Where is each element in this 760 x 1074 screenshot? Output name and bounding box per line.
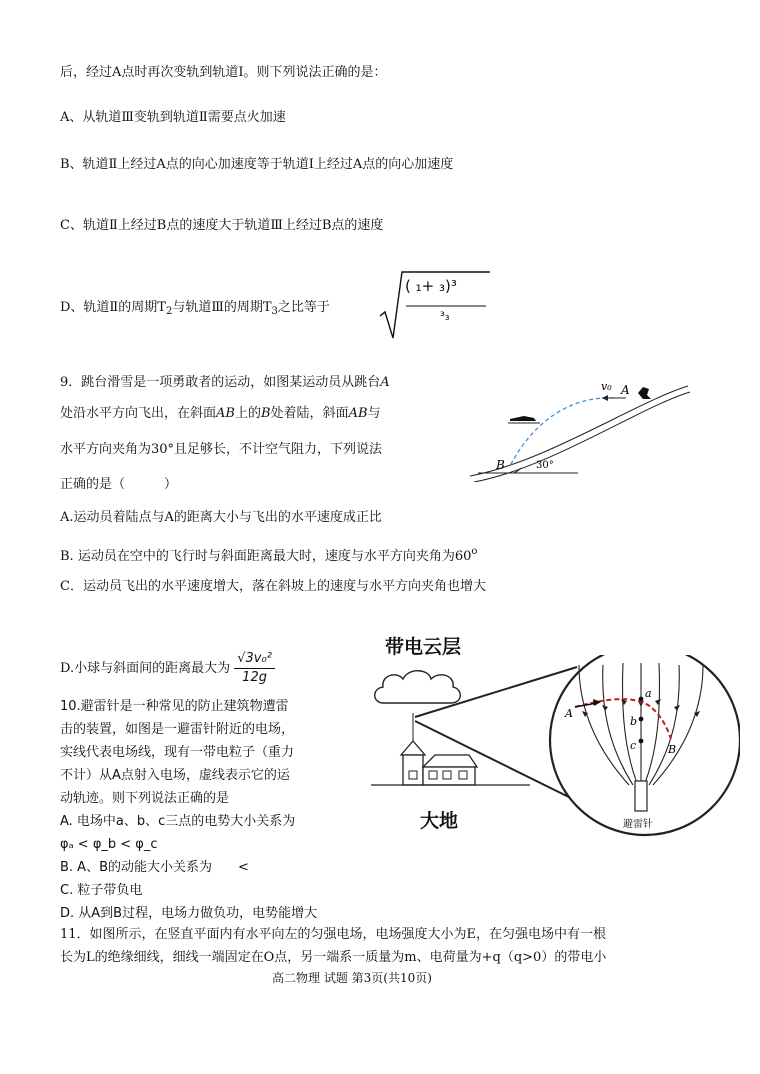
fig-label-b: B [496, 458, 505, 472]
q9-option-a: A.运动员着陆点与A的距离大小与飞出的水平速度成正比 [60, 510, 382, 525]
lightning-rod-figure [365, 655, 740, 855]
fig-label-angle: 30° [536, 460, 554, 471]
q10-option-a-formula: φₐ < φ_b < φ_c [60, 837, 158, 852]
q9-line-1: 9．跳台滑雪是一项勇敢者的运动，如图某运动员从跳台A [60, 375, 390, 390]
q9-line-4: 正确的是（ ） [60, 477, 178, 492]
q9-line-2: 处沿水平方向飞出，在斜面AB上的B处着陆，斜面AB与 [60, 406, 381, 421]
page-footer: 高二物理 试题 第3页(共10页) [272, 971, 432, 985]
q11-line-1: 11．如图所示，在竖直平面内有水平向左的匀强电场，电场强度大小为E，在匀强电场中有一根 [60, 927, 607, 942]
q9-d-fraction: $\frac{\text{√3v₀²}}{12g}$ [234, 650, 275, 687]
q10-line-5: 动轨迹。则下列说法正确的是 [60, 791, 230, 806]
q10-option-a: A. 电场中a、b、c三点的电势大小关系为 [60, 814, 296, 829]
fig-label-v0: v₀ [601, 380, 612, 393]
q8-sqrt-numerator: ( ₁+ ₃)³ [405, 277, 457, 295]
point-c-label: c [630, 739, 637, 752]
fig-label-a: A [621, 383, 630, 397]
point-a-label: a [645, 687, 652, 700]
q8-sqrt-denominator: ³₃ [440, 309, 450, 323]
q8-option-a: A、从轨道Ⅲ变轨到轨道Ⅱ需要点火加速 [60, 110, 286, 125]
q10-line-4: 不计）从A点射入电场，虚线表示它的运 [60, 768, 290, 783]
q8-option-d: D、轨道Ⅱ的周期$T_2$与轨道Ⅲ的周期$T_3$之比等于 [60, 300, 330, 317]
q10-line-1: 10.避雷针是一种常见的防止建筑物遭雷 [60, 699, 289, 714]
platform-skier-icon [510, 416, 536, 421]
q10-option-d: D. 从A到B过程，电场力做负功，电势能增大 [60, 906, 318, 921]
rod-label: 避雷针 [623, 819, 653, 830]
building-tower-icon [403, 755, 423, 785]
q11-line-2: 长为L的绝缘细线，细线一端固定在O点，另一端系一质量为m、电荷量为+q（q>0）的带电小 [60, 950, 607, 965]
building-roof-icon [401, 741, 425, 755]
q10-option-c: C. 粒子带负电 [60, 883, 143, 898]
q8-option-b: B、轨道Ⅱ上经过A点的向心加速度等于轨道Ⅰ上经过A点的向心加速度 [60, 157, 454, 172]
q10-line-3: 实线代表电场线，现有一带电粒子（重力 [60, 745, 295, 760]
cloud-icon [375, 671, 461, 703]
skier-icon [638, 387, 651, 399]
lightning-rod-icon [635, 781, 647, 811]
q9-option-b: B. 运动员在空中的飞行时与斜面距离最大时，速度与水平方向夹角为60$^o$ [60, 546, 478, 564]
q9-option-c: C．运动员飞出的水平速度增大，落在斜坡上的速度与水平方向夹角也增大 [60, 579, 486, 594]
point-A-label: A [565, 707, 573, 720]
cloud-label: 带电云层 [385, 636, 462, 658]
q9-line-3: 水平方向夹角为30°且足够长，不计空气阻力，下列说法 [60, 442, 383, 457]
ground-label: 大地 [420, 810, 459, 832]
q10-line-2: 击的装置，如图是一避雷针附近的电场， [60, 722, 295, 737]
q8-intro: 后，经过A点时再次变轨到轨道Ⅰ。则下列说法正确的是： [60, 65, 387, 80]
q9-option-d: D.小球与斜面间的距离最大为 $\frac{\text{√3v₀²}}{12g}$ [60, 650, 275, 687]
q8-option-c: C、轨道Ⅱ上经过B点的速度大于轨道Ⅲ上经过B点的速度 [60, 218, 384, 233]
ski-jump-figure [466, 372, 692, 482]
point-b-label: b [630, 715, 638, 728]
point-B-label: B [668, 743, 677, 756]
q10-option-b: B. A、B的动能大小关系为 < [60, 860, 249, 875]
